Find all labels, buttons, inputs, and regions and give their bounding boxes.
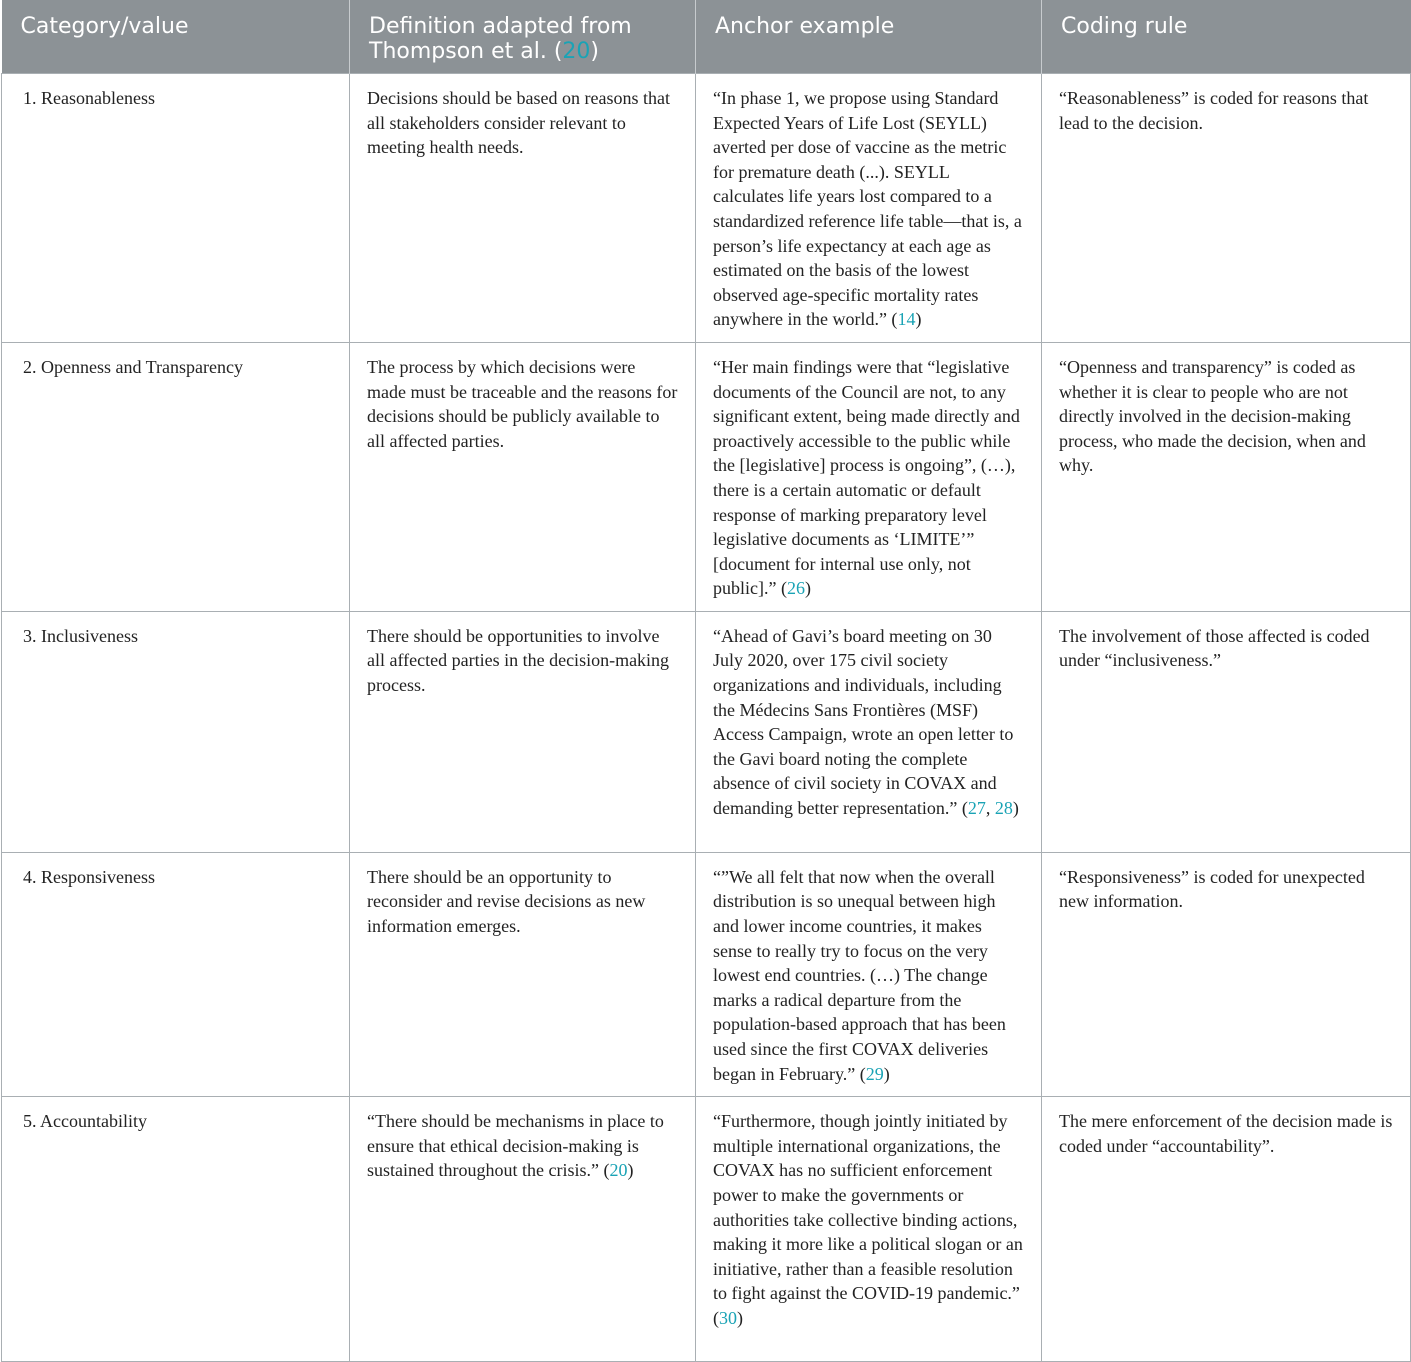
header-anchor-example: Anchor example — [696, 0, 1042, 74]
definition-cell: There should be an opportunity to reconsider and revise decisions as new information emerges. — [350, 852, 696, 1096]
reference-link[interactable]: 14 — [897, 309, 916, 330]
category-cell: 1. Reasonableness — [2, 74, 350, 343]
definition-cell: There should be opportunities to involve all affected parties in the decision-making process. — [350, 611, 696, 852]
anchor-example-close: ) — [915, 309, 922, 330]
reference-separator: , — [985, 798, 995, 819]
anchor-example-text: “Her main findings were that “legislative documents of the Council are not, to any significant extent, being made directly and proactively accessible to the public while the [legislative] process is ongoing”, (…), there is a certain automatic or default response of marking preparatory level legislative documents as ‘LIMITE’” [document for internal use only, not public].” ( — [713, 356, 1020, 599]
coding-rule-cell: “Reasonableness” is coded for reasons that lead to the decision. — [1042, 74, 1411, 343]
reference-link[interactable]: 26 — [786, 578, 805, 599]
definition-close: ) — [627, 1160, 634, 1181]
coding-rule-cell: “Openness and transparency” is coded as whether it is clear to people who are not directly involved in the decision-making process, who made the decision, when and why. — [1042, 342, 1411, 611]
category-cell: 2. Openness and Transparency — [2, 342, 350, 611]
header-definition-close: ) — [590, 39, 600, 64]
coding-table — [1, 0, 1411, 1362]
reference-link[interactable]: 30 — [719, 1307, 737, 1328]
category-cell: 5. Accountability — [2, 1097, 350, 1362]
anchor-example-cell — [696, 611, 1042, 852]
anchor-example-text: “”We all felt that now when the overall distribution is so unequal between high and lower income countries, it makes sense to really try to focus on the very lowest end countries. (…) The change marks a radical departure from the population-based approach that has been used since the first COVAX deliveries began in February.” ( — [713, 866, 1006, 1084]
anchor-example-cell — [696, 1097, 1042, 1362]
anchor-example-close: ) — [883, 1063, 890, 1084]
coding-rule-cell: The involvement of those affected is coded under “inclusiveness.” — [1042, 611, 1411, 852]
anchor-example-text: “Ahead of Gavi’s board meeting on 30 July 2020, over 175 civil society organizations and individuals, including the Médecins Sans Frontières (MSF) Access Campaign, wrote an open letter to the Gavi board noting the complete absence of civil society in COVAX and demanding better representation.” ( — [713, 625, 1014, 819]
table-header-row — [2, 0, 1411, 74]
category-cell: 3. Inclusiveness — [2, 611, 350, 852]
anchor-example-close: ) — [1012, 798, 1019, 819]
category-cell: 4. Responsiveness — [2, 852, 350, 1096]
definition-cell: The process by which decisions were made must be traceable and the reasons for decisions should be publicly available to all affected parties. — [350, 342, 696, 611]
header-coding-rule: Coding rule — [1042, 0, 1411, 74]
definition-cell — [350, 1097, 696, 1362]
coding-rule-cell: “Responsiveness” is coded for unexpected new information. — [1042, 852, 1411, 1096]
header-category: Category/value — [2, 0, 350, 74]
anchor-example-cell — [696, 342, 1042, 611]
table-row — [2, 342, 1411, 611]
anchor-example-close: ) — [737, 1307, 743, 1328]
definition-text: “There should be mechanisms in place to ensure that ethical decision-making is sustained throughout the crisis.” ( — [367, 1111, 664, 1181]
table-row — [2, 1097, 1411, 1362]
header-definition — [350, 0, 696, 74]
table-row — [2, 852, 1411, 1096]
reference-link[interactable]: 27 — [967, 798, 986, 819]
anchor-example-text: “In phase 1, we propose using Standard Expected Years of Life Lost (SEYLL) averted per dose of vaccine as the metric for premature death (...). SEYLL calculates life years lost compared to a standardized reference life table—that is, a person’s life expectancy at each age as estimated on the basis of the lowest observed age-specific mortality rates anywhere in the world.” ( — [713, 88, 1022, 330]
header-definition-text: Definition adapted from Thompson et al. ( — [369, 14, 632, 64]
definition-cell: Decisions should be based on reasons that all stakeholders consider relevant to meeting health needs. — [350, 74, 696, 343]
reference-link[interactable]: 29 — [865, 1063, 884, 1084]
coding-rule-cell: The mere enforcement of the decision made is coded under “accountability”. — [1042, 1097, 1411, 1362]
table-row — [2, 74, 1411, 343]
anchor-example-cell — [696, 852, 1042, 1096]
anchor-example-cell — [696, 74, 1042, 343]
table-row — [2, 611, 1411, 852]
anchor-example-text: “Furthermore, though jointly initiated by multiple international organizations, the COVAX has no sufficient enforcement power to make the governments or authorities take collective binding actions, making it more like a political slogan or an initiative, rather than a feasible resolution to fight against the COVID-19 pandemic.” ( — [713, 1111, 1023, 1328]
anchor-example-close: ) — [804, 578, 811, 599]
reference-link[interactable]: 20 — [562, 39, 591, 64]
reference-link[interactable]: 20 — [609, 1160, 628, 1181]
reference-link[interactable]: 28 — [994, 798, 1013, 819]
